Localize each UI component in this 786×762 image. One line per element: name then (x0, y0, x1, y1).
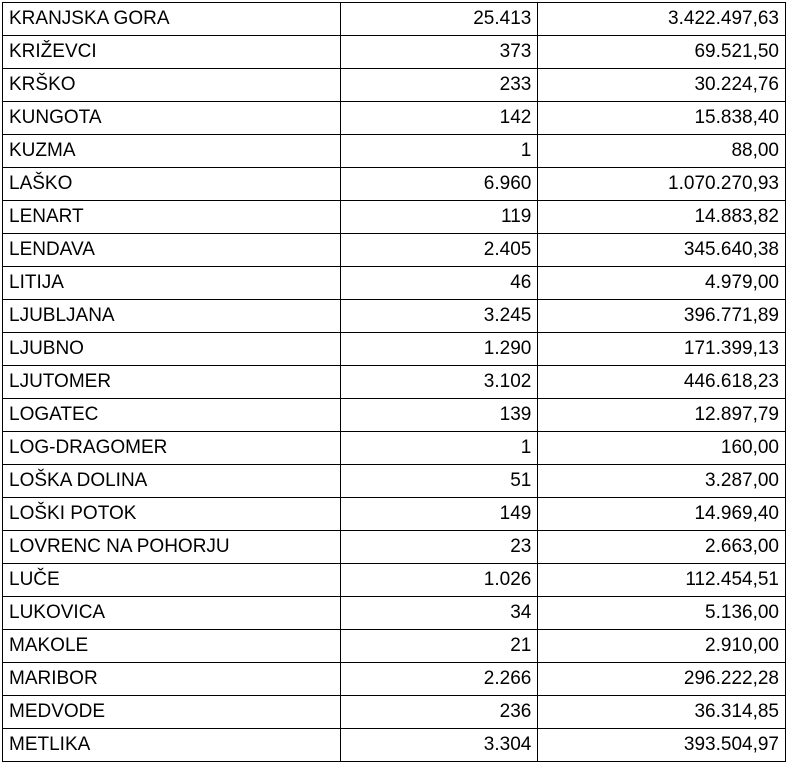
municipality-name-cell: METLIKA (3, 729, 341, 762)
amount-cell: 1.070.270,93 (538, 168, 786, 201)
municipality-table (2, 2, 786, 762)
amount-cell: 112.454,51 (538, 564, 786, 597)
table-row (3, 399, 786, 432)
amount-cell: 2.663,00 (538, 531, 786, 564)
count-cell: 1 (340, 432, 538, 465)
amount-cell: 15.838,40 (538, 102, 786, 135)
table-row (3, 300, 786, 333)
table-row (3, 36, 786, 69)
amount-cell: 296.222,28 (538, 663, 786, 696)
table-row (3, 333, 786, 366)
amount-cell: 446.618,23 (538, 366, 786, 399)
municipality-name-cell: LOŠKA DOLINA (3, 465, 341, 498)
table-row (3, 663, 786, 696)
municipality-name-cell: LJUTOMER (3, 366, 341, 399)
table-row (3, 729, 786, 762)
count-cell: 119 (340, 201, 538, 234)
count-cell: 2.266 (340, 663, 538, 696)
municipality-name-cell: KUNGOTA (3, 102, 341, 135)
amount-cell: 3.422.497,63 (538, 3, 786, 36)
amount-cell: 30.224,76 (538, 69, 786, 102)
count-cell: 149 (340, 498, 538, 531)
table-row (3, 432, 786, 465)
count-cell: 3.245 (340, 300, 538, 333)
amount-cell: 345.640,38 (538, 234, 786, 267)
count-cell: 373 (340, 36, 538, 69)
municipality-name-cell: LOVRENC NA POHORJU (3, 531, 341, 564)
table-row (3, 597, 786, 630)
count-cell: 21 (340, 630, 538, 663)
table-row (3, 102, 786, 135)
table-row (3, 69, 786, 102)
amount-cell: 14.883,82 (538, 201, 786, 234)
table-row (3, 366, 786, 399)
count-cell: 2.405 (340, 234, 538, 267)
municipality-name-cell: LJUBNO (3, 333, 341, 366)
count-cell: 139 (340, 399, 538, 432)
table-row (3, 234, 786, 267)
municipality-name-cell: KRANJSKA GORA (3, 3, 341, 36)
municipality-name-cell: LAŠKO (3, 168, 341, 201)
count-cell: 1.290 (340, 333, 538, 366)
amount-cell: 88,00 (538, 135, 786, 168)
count-cell: 25.413 (340, 3, 538, 36)
municipality-name-cell: LOG-DRAGOMER (3, 432, 341, 465)
count-cell: 1.026 (340, 564, 538, 597)
count-cell: 3.304 (340, 729, 538, 762)
amount-cell: 3.287,00 (538, 465, 786, 498)
municipality-name-cell: LOGATEC (3, 399, 341, 432)
municipality-name-cell: KRŠKO (3, 69, 341, 102)
count-cell: 51 (340, 465, 538, 498)
amount-cell: 4.979,00 (538, 267, 786, 300)
municipality-name-cell: KRIŽEVCI (3, 36, 341, 69)
municipality-name-cell: LENART (3, 201, 341, 234)
municipality-name-cell: MEDVODE (3, 696, 341, 729)
table-row (3, 3, 786, 36)
table-row (3, 498, 786, 531)
table-row (3, 696, 786, 729)
amount-cell: 69.521,50 (538, 36, 786, 69)
table-row (3, 267, 786, 300)
municipality-name-cell: LOŠKI POTOK (3, 498, 341, 531)
table-row (3, 531, 786, 564)
count-cell: 46 (340, 267, 538, 300)
table-row (3, 564, 786, 597)
table-row (3, 168, 786, 201)
municipality-name-cell: LUČE (3, 564, 341, 597)
table-row (3, 135, 786, 168)
amount-cell: 12.897,79 (538, 399, 786, 432)
amount-cell: 396.771,89 (538, 300, 786, 333)
municipality-name-cell: MAKOLE (3, 630, 341, 663)
table-row (3, 201, 786, 234)
count-cell: 233 (340, 69, 538, 102)
municipality-name-cell: LUKOVICA (3, 597, 341, 630)
count-cell: 23 (340, 531, 538, 564)
count-cell: 34 (340, 597, 538, 630)
amount-cell: 14.969,40 (538, 498, 786, 531)
table-row (3, 465, 786, 498)
municipality-name-cell: KUZMA (3, 135, 341, 168)
table-row (3, 630, 786, 663)
municipality-name-cell: LENDAVA (3, 234, 341, 267)
count-cell: 6.960 (340, 168, 538, 201)
count-cell: 1 (340, 135, 538, 168)
count-cell: 236 (340, 696, 538, 729)
amount-cell: 2.910,00 (538, 630, 786, 663)
municipality-name-cell: MARIBOR (3, 663, 341, 696)
amount-cell: 5.136,00 (538, 597, 786, 630)
amount-cell: 171.399,13 (538, 333, 786, 366)
municipality-name-cell: LITIJA (3, 267, 341, 300)
amount-cell: 160,00 (538, 432, 786, 465)
amount-cell: 36.314,85 (538, 696, 786, 729)
municipality-name-cell: LJUBLJANA (3, 300, 341, 333)
amount-cell: 393.504,97 (538, 729, 786, 762)
table-body (3, 3, 786, 762)
count-cell: 142 (340, 102, 538, 135)
count-cell: 3.102 (340, 366, 538, 399)
